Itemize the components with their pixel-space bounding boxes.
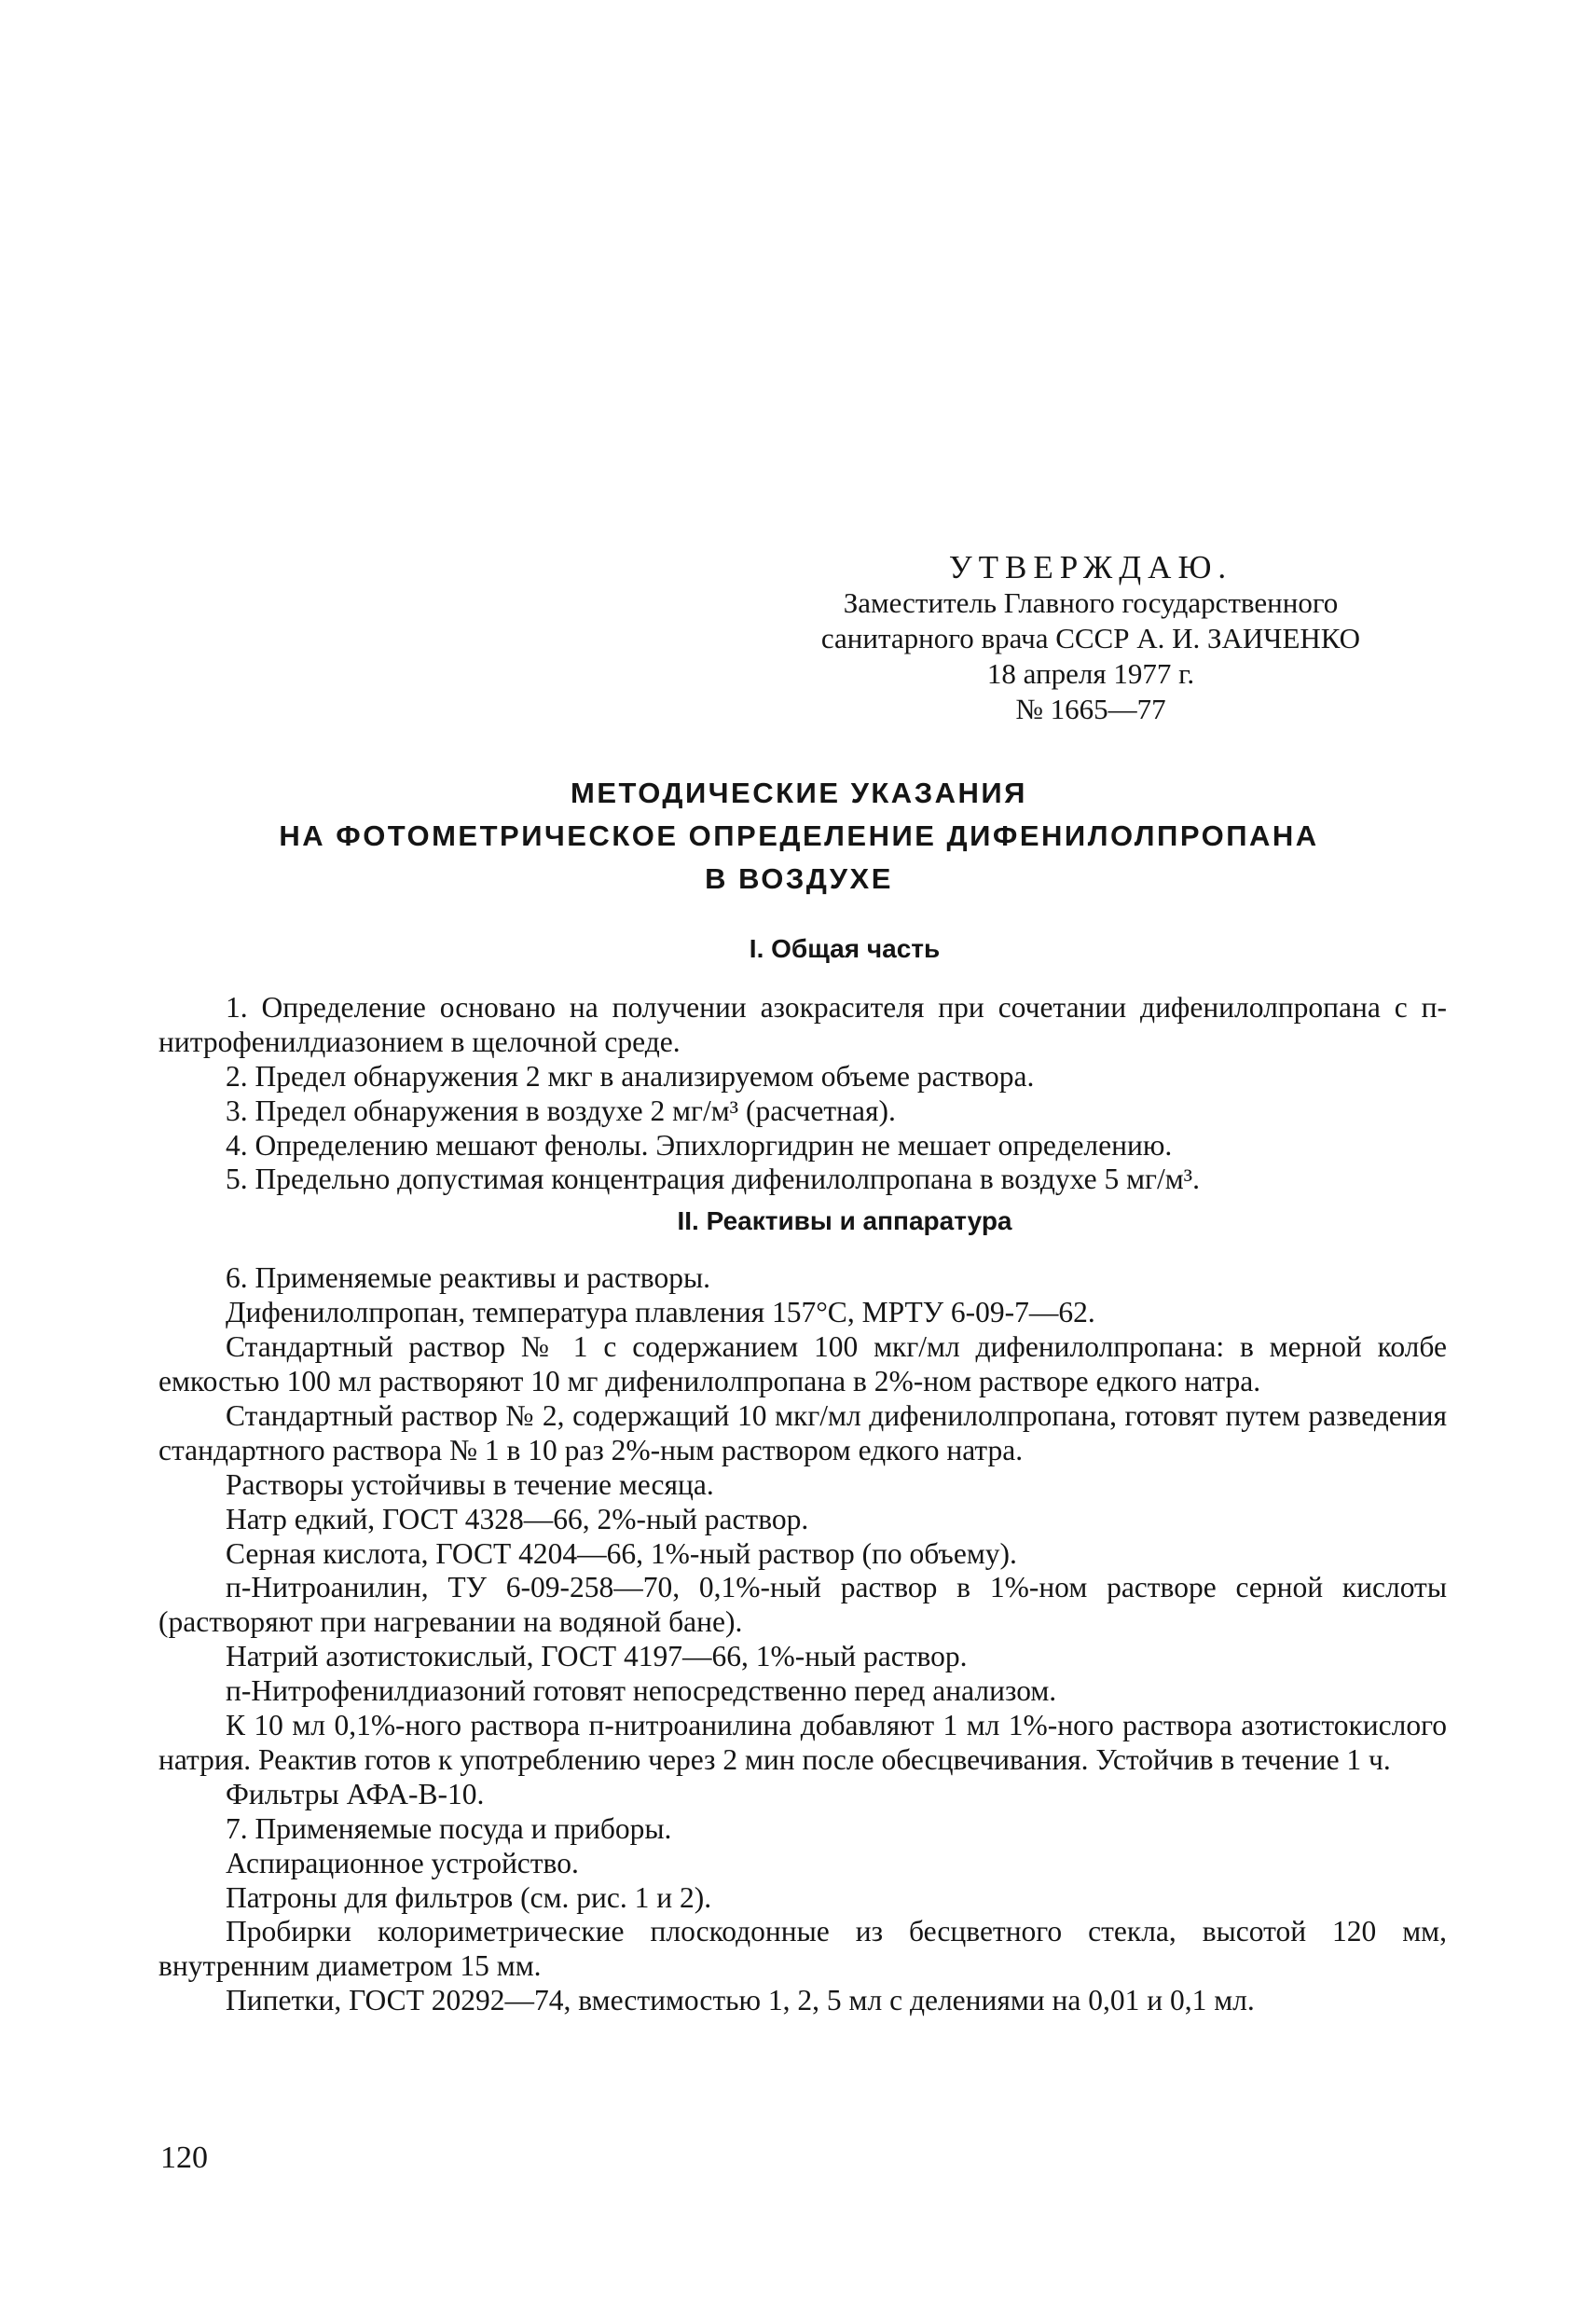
paragraph: Пипетки, ГОСТ 20292—74, вместимостью 1, 2, 5 мл с делениями на 0,01 и 0,1 мл.: [226, 1984, 1255, 2017]
paragraph: Пробирки колориметрические плоскодонные из бесцветного стекла, высотой 120 мм, внутренним диаметром 15 мм.: [158, 1915, 1447, 1983]
approval-date: 18 апреля 1977 г.: [986, 657, 1195, 690]
paragraph: 5. Предельно допустимая концентрация дифенилолпропана в воздухе 5 мг/м³.: [226, 1163, 1200, 1196]
paragraph: Натрий азотистокислый, ГОСТ 4197—66, 1%-ный раствор.: [226, 1640, 968, 1673]
title-line-2: НА ФОТОМЕТРИЧЕСКОЕ ОПРЕДЕЛЕНИЕ ДИФЕНИЛОЛПРОПАНА: [279, 819, 1319, 852]
paragraph: Дифенилолпропан, температура плавления 157°С, МРТУ 6-09-7—62.: [226, 1296, 1095, 1329]
document-title: [112, 772, 1486, 901]
approval-signatory: санитарного врача СССР А. И. ЗАИЧЕНКО: [820, 622, 1361, 654]
approval-block: [727, 550, 1454, 727]
paragraph: 6. Применяемые реактивы и растворы.: [226, 1261, 710, 1295]
title-line-3: В ВОЗДУХЕ: [705, 862, 893, 895]
paragraph: 3. Предел обнаружения в воздухе 2 мг/м³ (расчетная).: [226, 1094, 896, 1127]
paragraph: Фильтры АФА-В-10.: [226, 1777, 485, 1810]
paragraph: п-Нитрофенилдиазоний готовят непосредственно перед анализом.: [226, 1674, 1057, 1708]
section-heading-general: I. Общая часть: [749, 934, 941, 963]
paragraph: 4. Определению мешают фенолы. Эпихлоргидрин не мешает определению.: [226, 1128, 1173, 1162]
paragraph: п-Нитроанилин, ТУ 6-09-258—70, 0,1%-ный раствор в 1%-ном растворе серной кислоты (растворяют при нагревании на водяной бане).: [158, 1571, 1447, 1639]
paragraph: Растворы устойчивы в течение месяца.: [226, 1467, 714, 1501]
paragraph: Серная кислота, ГОСТ 4204—66, 1%-ный раствор (по объему).: [226, 1536, 1017, 1570]
paragraph: 7. Применяемые посуда и приборы.: [226, 1811, 672, 1845]
title-line-1: МЕТОДИЧЕСКИЕ УКАЗАНИЯ: [571, 777, 1027, 809]
paragraph: Стандартный раствор № 1 с содержанием 100 мкг/мл дифенилолпропана: в мерной колбе емкостью 100 мл растворяют 10 мг дифенилолпропана в 2%-ном растворе едкого натра.: [158, 1330, 1447, 1397]
paragraph: К 10 мл 0,1%-ного раствора п-нитроанилина добавляют 1 мл 1%-ного раствора азотистокислого натрия. Реактив готов к употреблению через 2 мин после обесцвечивания. Устойчив в течение 1 ч.: [158, 1709, 1447, 1776]
paragraph: Патроны для фильтров (см. рис. 1 и 2).: [226, 1880, 712, 1914]
body-text: [158, 932, 1447, 2018]
approval-position: Заместитель Главного государственного: [843, 586, 1339, 619]
section-heading-reagents: II. Реактивы и аппаратура: [677, 1206, 1012, 1236]
approval-number: № 1665—77: [1015, 693, 1166, 725]
paragraph: 1. Определение основано на получении азокрасителя при сочетании дифенилолпропана с п-нитрофенилдиазонием в щелочной среде.: [158, 990, 1447, 1058]
paragraph: Аспирационное устройство.: [226, 1846, 579, 1879]
paragraph: Натр едкий, ГОСТ 4328—66, 2%-ный раствор.: [226, 1502, 809, 1535]
paragraph: 2. Предел обнаружения 2 мкг в анализируемом объеме раствора.: [226, 1059, 1035, 1093]
paragraph: Стандартный раствор № 2, содержащий 10 мкг/мл дифенилолпропана, готовят путем разведения стандартного раствора № 1 в 10 раз 2%-ным раствором едкого натра.: [158, 1398, 1447, 1466]
page-number: 120: [160, 2140, 208, 2175]
approval-word: УТВЕРЖДАЮ.: [948, 549, 1233, 585]
